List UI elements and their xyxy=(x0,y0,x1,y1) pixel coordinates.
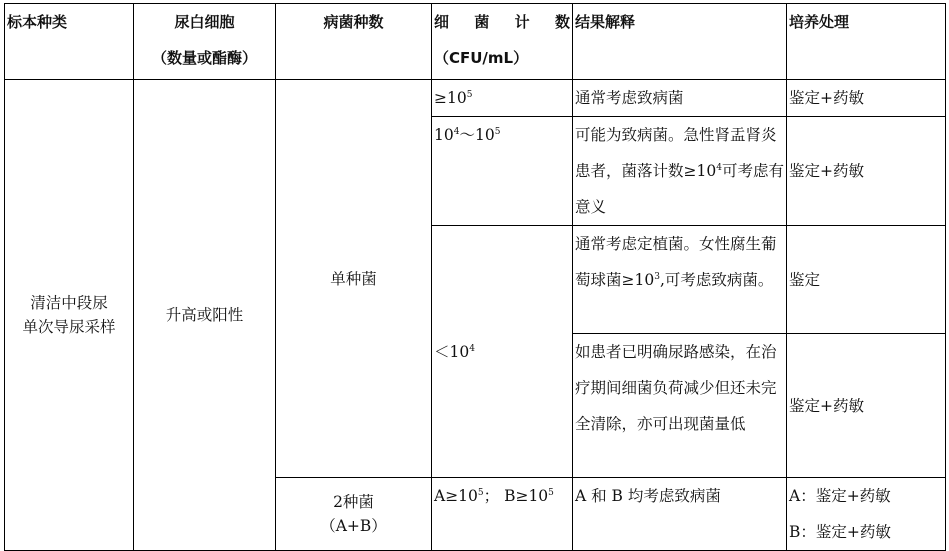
interpretation-cell: 可能为致病菌。急性肾盂肾炎患者，菌落计数$\ge 10^4$可考虑有意义 xyxy=(573,117,787,226)
header-specimen: 标本种类 xyxy=(5,4,134,80)
culture-cell: 鉴定+药敏 xyxy=(787,117,946,226)
culture-cell: 鉴定+药敏 xyxy=(787,334,946,478)
count-cell: $<10^4$ xyxy=(432,226,573,478)
table-row xyxy=(5,80,946,117)
header-culture: 培养处理 xyxy=(787,4,946,80)
culture-cell: 鉴定+药敏 xyxy=(787,80,946,117)
two-species-cell: 2种菌 （A+B） xyxy=(276,478,432,551)
wbc-cell: 升高或阳性 xyxy=(134,80,276,551)
count-cell: $10^4\sim 10^5$ xyxy=(432,117,573,226)
interpretation-cell: A 和 B 均考虑致病菌 xyxy=(573,478,787,551)
header-row xyxy=(5,4,946,80)
header-wbc: 尿白细胞 （数量或酯酶） xyxy=(134,4,276,80)
count-cell: $\ge 10^5$ xyxy=(432,80,573,117)
interpretation-cell: 如患者已明确尿路感染，在治疗期间细菌负荷减少但还未完全清除，亦可出现菌量低 xyxy=(573,334,787,478)
interpretation-cell: 通常考虑定植菌。女性腐生葡萄球菌$\ge 10^3$,可考虑致病菌。 xyxy=(573,226,787,334)
header-species: 病菌种数 xyxy=(276,4,432,80)
specimen-cell: 清洁中段尿 单次导尿采样 xyxy=(5,80,134,551)
header-count: 细 菌 计 数 （CFU/mL） xyxy=(432,4,573,80)
header-interpretation: 结果解释 xyxy=(573,4,787,80)
interpretation-cell: 通常考虑致病菌 xyxy=(573,80,787,117)
culture-cell: 鉴定 xyxy=(787,226,946,334)
urine-culture-table xyxy=(4,3,946,551)
culture-cell: A：鉴定+药敏 B：鉴定+药敏 xyxy=(787,478,946,551)
single-species-cell: 单种菌 xyxy=(276,80,432,478)
count-cell: $A\ge 10^5$； $B\ge 10^5$ xyxy=(432,478,573,551)
